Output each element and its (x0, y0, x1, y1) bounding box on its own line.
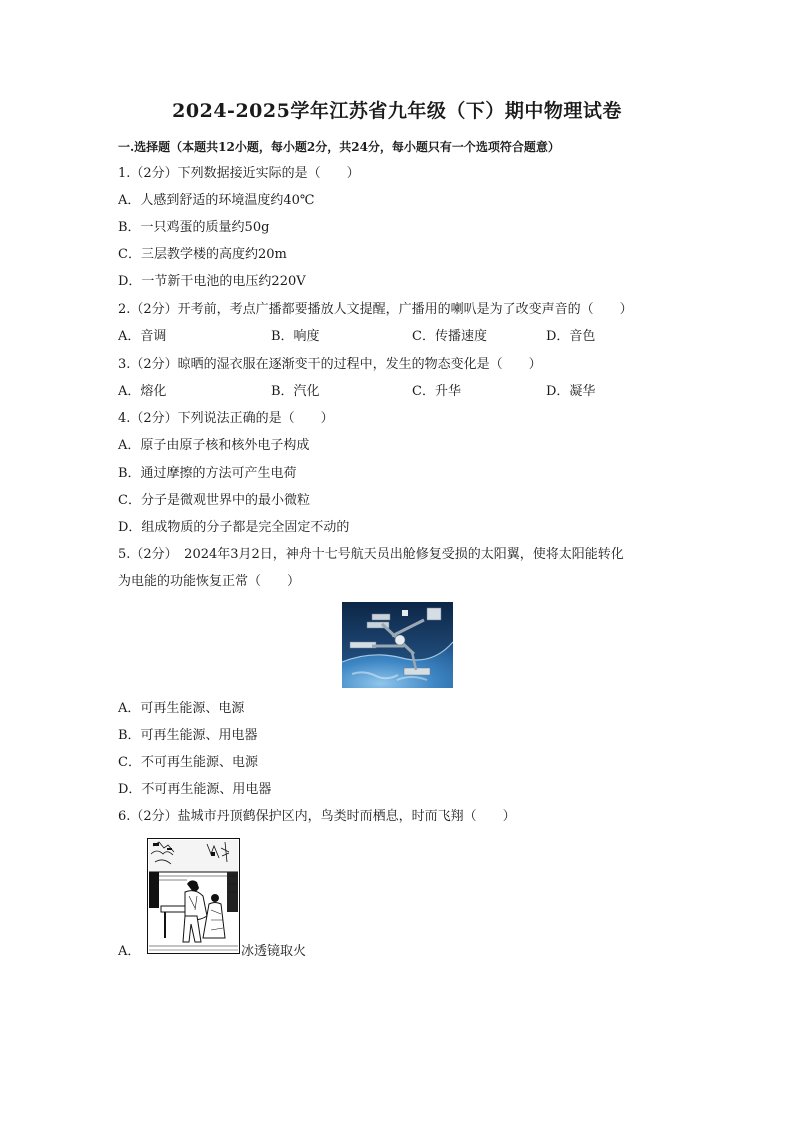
woodcut-scene (147, 838, 240, 954)
question-5-option-b[interactable]: B．可再生能源、用电器 (118, 728, 258, 743)
question-5-stem-line-1: 5.（2分） 2024年3月2日，神舟十七号航天员出舱修复受损的太阳翼，使将太阳能转化 (118, 547, 624, 562)
question-4-option-a[interactable]: A．原子由原子核和核外电子构成 (118, 438, 310, 453)
question-2-option-c[interactable]: C．传播速度 (412, 329, 487, 344)
question-4-option-d[interactable]: D．组成物质的分子都是完全固定不动的 (118, 520, 350, 535)
question-3-option-d[interactable]: D．凝华 (546, 384, 596, 399)
question-5-option-d[interactable]: D．不可再生能源、用电器 (118, 782, 272, 797)
exam-title: 2024-2025学年江苏省九年级（下）期中物理试卷 (172, 100, 622, 122)
question-1-option-b[interactable]: B．一只鸡蛋的质量约50g (118, 220, 270, 235)
question-6-option-a-caption: 冰透镜取火 (241, 944, 307, 959)
question-6-option-a-label[interactable]: A． (118, 944, 141, 959)
space-station-photo (342, 602, 453, 688)
question-4-option-b[interactable]: B．通过摩擦的方法可产生电荷 (118, 466, 297, 481)
space-station-illustration (342, 602, 453, 688)
question-5-stem-line-2: 为电能的功能恢复正常（ ） (118, 574, 301, 589)
question-5-option-a[interactable]: A．可再生能源、电源 (118, 701, 245, 716)
question-1-option-a[interactable]: A．人感到舒适的环境温度约40℃ (118, 193, 315, 208)
question-1-option-d[interactable]: D．一节新干电池的电压约220V (118, 274, 306, 289)
question-2-option-b[interactable]: B．响度 (271, 329, 320, 344)
question-3-option-a[interactable]: A．熔化 (118, 384, 167, 399)
question-2-stem: 2.（2分）开考前，考点广播都要播放人文提醒，广播用的喇叭是为了改变声音的（ ） (118, 302, 633, 317)
question-4-option-c[interactable]: C．分子是微观世界中的最小微粒 (118, 493, 310, 508)
question-3-stem: 3.（2分）晾晒的湿衣服在逐渐变干的过程中，发生的物态变化是（ ） (118, 357, 542, 372)
question-2-option-a[interactable]: A．音调 (118, 329, 167, 344)
question-4-stem: 4.（2分）下列说法正确的是（ ） (118, 411, 334, 426)
section-header: 一.选择题（本题共12小题，每小题2分，共24分，每小题只有一个选项符合题意） (118, 140, 560, 154)
question-3-option-b[interactable]: B．汽化 (271, 384, 320, 399)
ancient-scholars-illustration (147, 838, 240, 954)
question-1-option-c[interactable]: C．三层教学楼的高度约20m (118, 247, 287, 262)
question-3-option-c[interactable]: C．升华 (412, 384, 461, 399)
question-1-stem: 1.（2分）下列数据接近实际的是（ ） (118, 166, 360, 181)
question-5-option-c[interactable]: C．不可再生能源、电源 (118, 755, 258, 770)
question-2-option-d[interactable]: D．音色 (546, 329, 596, 344)
question-6-stem: 6.（2分）盐城市丹顶鹤保护区内，鸟类时而栖息，时而飞翔（ ） (118, 809, 516, 824)
